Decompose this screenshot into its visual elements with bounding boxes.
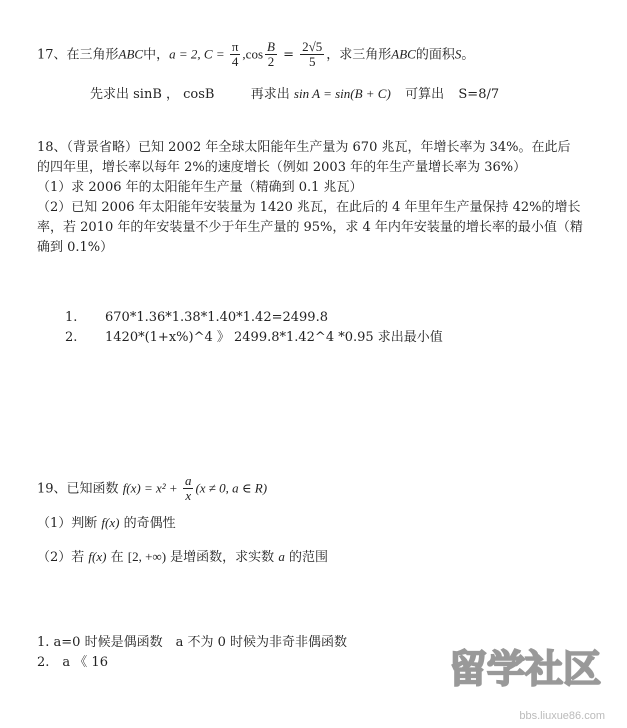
q17-abc2: ABC <box>391 46 416 62</box>
question-19 <box>37 474 267 504</box>
question-18-line-2: 的四年里，增长率以每年 2%的速度增长（例如 2003 年的年生产量增长率为 36%） <box>37 160 527 175</box>
q17-mid: 中， <box>143 47 170 63</box>
question-18-line-6: 确到 0.1%） <box>37 240 114 255</box>
q17-frac-pi4 <box>230 40 241 70</box>
frac-den: 5 <box>308 54 316 70</box>
q19-p2-mid: 在 <box>110 550 124 565</box>
q17-answer <box>90 86 499 103</box>
q19-p1-prefix: （1）判断 <box>37 516 98 531</box>
q19-p2-interval: [2, +∞) <box>127 549 167 564</box>
q19-p2-f: f(x) <box>88 549 107 564</box>
q17-tail3: 。 <box>461 47 475 63</box>
q19-part-2 <box>37 549 328 566</box>
question-18-line-1: 18、（背景省略）已知 2002 年全球太阳能年生产量为 670 兆瓦，年增长率为 34%。在此后 <box>37 140 571 155</box>
q17-frac-b2 <box>265 40 277 70</box>
frac-num: a <box>184 473 192 488</box>
q17-answer-formula: sin A = sin(B + C) <box>293 86 391 101</box>
q19-answer-1: 1. a=0 时候是偶函数 a 不为 0 时候为非奇非偶函数 <box>37 635 348 650</box>
watermark-text: 留学社区 <box>449 647 602 691</box>
q19-part-1 <box>37 515 176 532</box>
q17-cos: ,cos <box>242 46 264 62</box>
q17-prefix: 17、在三角形 <box>37 47 119 63</box>
q19-p2-post: 是增函数，求实数 <box>170 550 275 565</box>
answer-number: 2. <box>65 330 78 345</box>
q19-condition: (x ≠ 0, a ∈ R) <box>195 480 268 496</box>
q17-frac-sqrt5 <box>300 40 324 70</box>
q19-p2-end: 的范围 <box>288 550 328 565</box>
watermark-logo <box>443 638 613 708</box>
question-18-line-4: （2）已知 2006 年太阳能年安装量为 1420 兆瓦，在此后的 4 年里年生产量保持 42%的增长 <box>37 200 581 215</box>
q17-answer-part2: 再求出 <box>250 87 290 102</box>
watermark-logo-graphic <box>443 638 613 693</box>
q17-tail: ，求三角形 <box>326 47 392 63</box>
frac-num: π <box>231 39 239 54</box>
q19-prefix: 19、已知函数 <box>37 481 119 497</box>
q18-answer-2 <box>65 330 443 346</box>
q19-p2-prefix: （2）若 <box>37 550 85 565</box>
q17-tail2: 的面积 <box>415 47 455 63</box>
q19-p1-f: f(x) <box>101 515 120 530</box>
frac-den: x <box>185 488 192 504</box>
q17-abc: ABC <box>118 46 144 62</box>
q17-answer-part3: 可算出 <box>405 87 445 102</box>
q19-frac-ax <box>183 474 194 504</box>
question-18-line-3: （1）求 2006 年的太阳能年生产量（精确到 0.1 兆瓦） <box>37 180 363 195</box>
answer-text: 670*1.36*1.38*1.40*1.42=2499.8 <box>105 310 328 325</box>
frac-num: B <box>267 39 275 54</box>
q19-p2-a: a <box>278 549 285 564</box>
frac-den: 4 <box>231 54 239 70</box>
frac-num: 2√5 <box>302 39 323 54</box>
q19-answer-2: 2. a 《 16 <box>37 655 108 670</box>
q18-answer-1 <box>65 310 328 326</box>
q17-answer-part1: 先求出 sinB ， cosB <box>90 87 215 102</box>
frac-den: 2 <box>267 54 275 70</box>
q19-p1-post: 的奇偶性 <box>123 516 176 531</box>
q17-given: a = 2, C = <box>169 46 228 62</box>
q19-function: f(x) = x² + <box>122 480 181 496</box>
watermark-url: bbs.liuxue86.com <box>519 710 605 722</box>
question-18-line-5: 率，若 2010 年的年安装量不少于年生产量的 95%，求 4 年内年安装量的增长率的最小值（精 <box>37 220 583 235</box>
q17-answer-result: S=8/7 <box>458 87 500 102</box>
q17-eq: = <box>278 47 299 63</box>
question-17 <box>37 40 474 70</box>
answer-number: 1. <box>65 310 78 325</box>
answer-text: 1420*(1+x%)^4 》 2499.8*1.42^4 *0.95 求出最小值 <box>105 330 443 345</box>
q17-s: S <box>454 46 462 62</box>
